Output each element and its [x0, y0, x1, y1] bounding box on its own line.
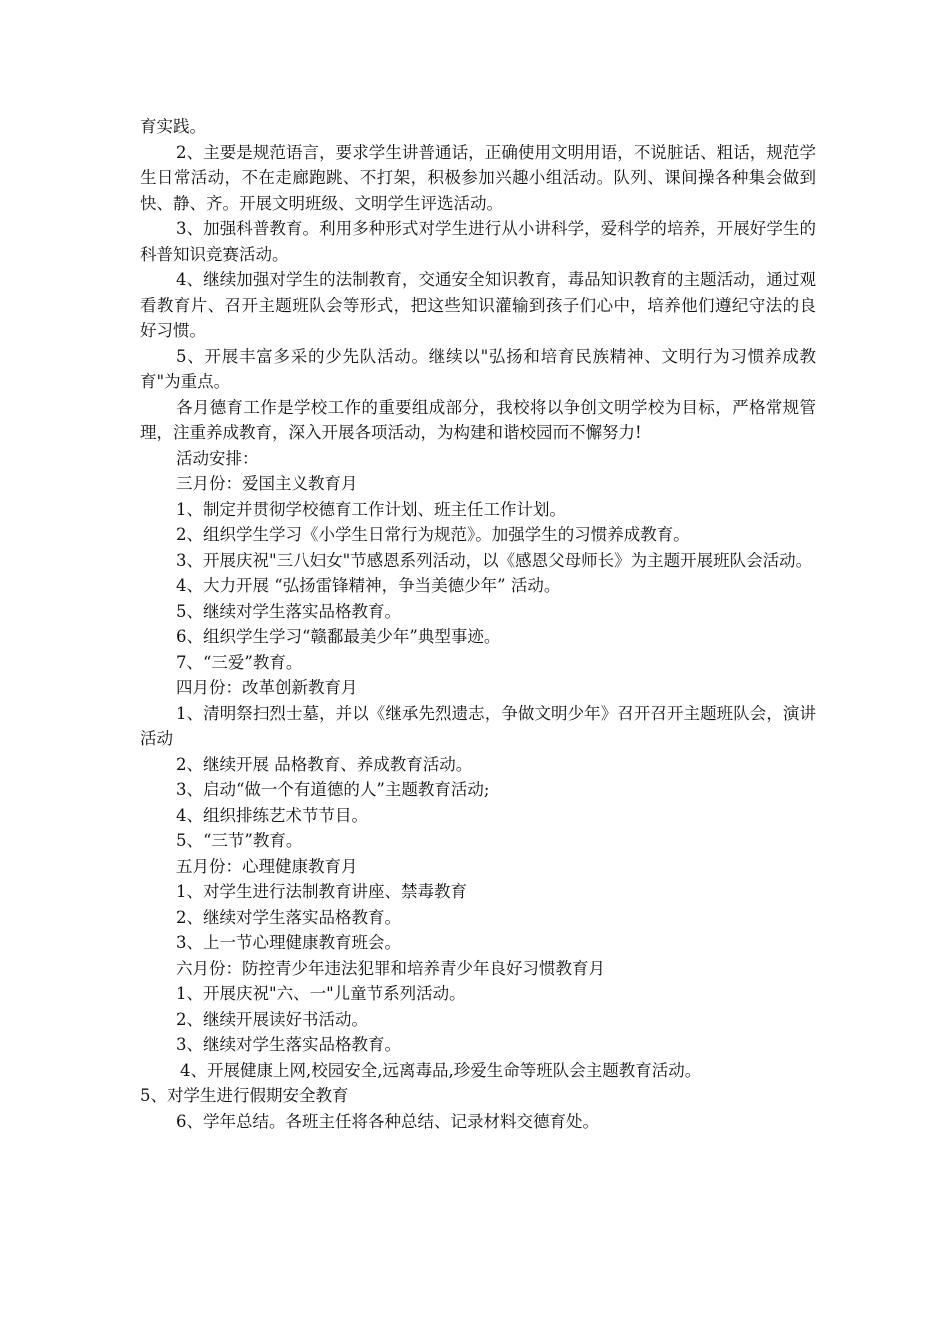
- list-item: 6、学年总结。各班主任将各种总结、记录材料交德育处。: [176, 1111, 599, 1131]
- list-item: 3、启动“做一个有道德的人”主题教育活动;: [176, 780, 490, 799]
- list-item: 1、对学生进行法制教育讲座、禁毒教育: [176, 882, 467, 901]
- paragraph-continuation: 育实践。: [140, 117, 206, 136]
- list-item: 2、继续开展读好书活动。: [176, 1009, 368, 1029]
- list-item: 1、开展庆祝"六、一"儿童节系列活动。: [176, 984, 466, 1003]
- list-item: 4、组织排练艺术节节目。: [176, 805, 368, 825]
- paragraph-item-2-language: 2、主要是规范语言，要求学生讲普通话，正确使用文明用语，不说脏话、粗话，规范学生日常活动，不在走廊跑跳、不打架，积极参加兴趣小组活动。队列、课间操各种集会做到快、静、齐。开展文明班级、文明学生评选活动。: [140, 142, 816, 213]
- paragraph-item-4-law: 4、继续加强对学生的法制教育，交通安全知识教育，毒品知识教育的主题活动，通过观看教育片、召开主题班队会等形式，把这些知识灌输到孩子们心中，培养他们遵纪守法的良好习惯。: [140, 270, 816, 340]
- list-item: 2、组织学生学习《小学生日常行为规范》。加强学生的习惯养成教育。: [176, 525, 690, 544]
- month-heading-march: 三月份：爱国主义教育月: [176, 474, 358, 493]
- list-item: 2、继续开展 品格教育、养成教育活动。: [176, 754, 473, 774]
- paragraph-item-5-pioneers: 5、开展丰富多采的少先队活动。继续以"弘扬和培育民族精神、文明行为习惯养成教育"为重点。: [140, 346, 816, 391]
- month-heading-june: 六月份：防控青少年违法犯罪和培养青少年良好习惯教育月: [176, 958, 605, 978]
- paragraph-summary: 各月德育工作是学校工作的重要组成部分，我校将以争创文明学校为目标，严格常规管理，注重养成教育，深入开展各项活动，为构建和谐校园而不懈努力!: [140, 397, 816, 442]
- paragraph-item-3-science: 3、加强科普教育。利用多种形式对学生进行从小讲科学，爱科学的培养，开展好学生的科普知识竞赛活动。: [140, 219, 816, 264]
- list-item: 3、上一节心理健康教育班会。: [176, 933, 401, 952]
- section-heading-activities: 活动安排：: [176, 448, 259, 468]
- document-page: [140, 114, 816, 1134]
- list-item: 3、开展庆祝"三八妇女"节感恩系列活动，以《感恩父母师长》为主题开展班队会活动。: [176, 550, 813, 570]
- month-heading-april: 四月份：改革创新教育月: [176, 678, 358, 697]
- list-item: 2、继续对学生落实品格教育。: [176, 907, 401, 927]
- list-item: 3、继续对学生落实品格教育。: [176, 1035, 401, 1054]
- list-item: 1、制定并贯彻学校德育工作计划、班主任工作计划。: [176, 499, 566, 519]
- list-item: 5、继续对学生落实品格教育。: [176, 601, 401, 621]
- list-item: 7、“三爱”教育。: [176, 652, 303, 672]
- list-item: 4、大力开展 “弘扬雷锋精神，争当美德少年” 活动。: [176, 576, 561, 595]
- list-item: 6、组织学生学习“赣鄱最美少年”典型事迹。: [176, 627, 501, 646]
- list-item: 1、清明祭扫烈士墓，并以《继承先烈遗志，争做文明少年》召开召开主题班队会，演讲活动: [140, 703, 816, 748]
- month-heading-may: 五月份：心理健康教育月: [176, 856, 358, 876]
- list-item: 5、“三节”教育。: [176, 831, 303, 850]
- list-item: 4、开展健康上网,校园安全,远离毒品,珍爱生命等班队会主题教育活动。: [180, 1060, 702, 1080]
- list-item: 5、对学生进行假期安全教育: [140, 1086, 349, 1105]
